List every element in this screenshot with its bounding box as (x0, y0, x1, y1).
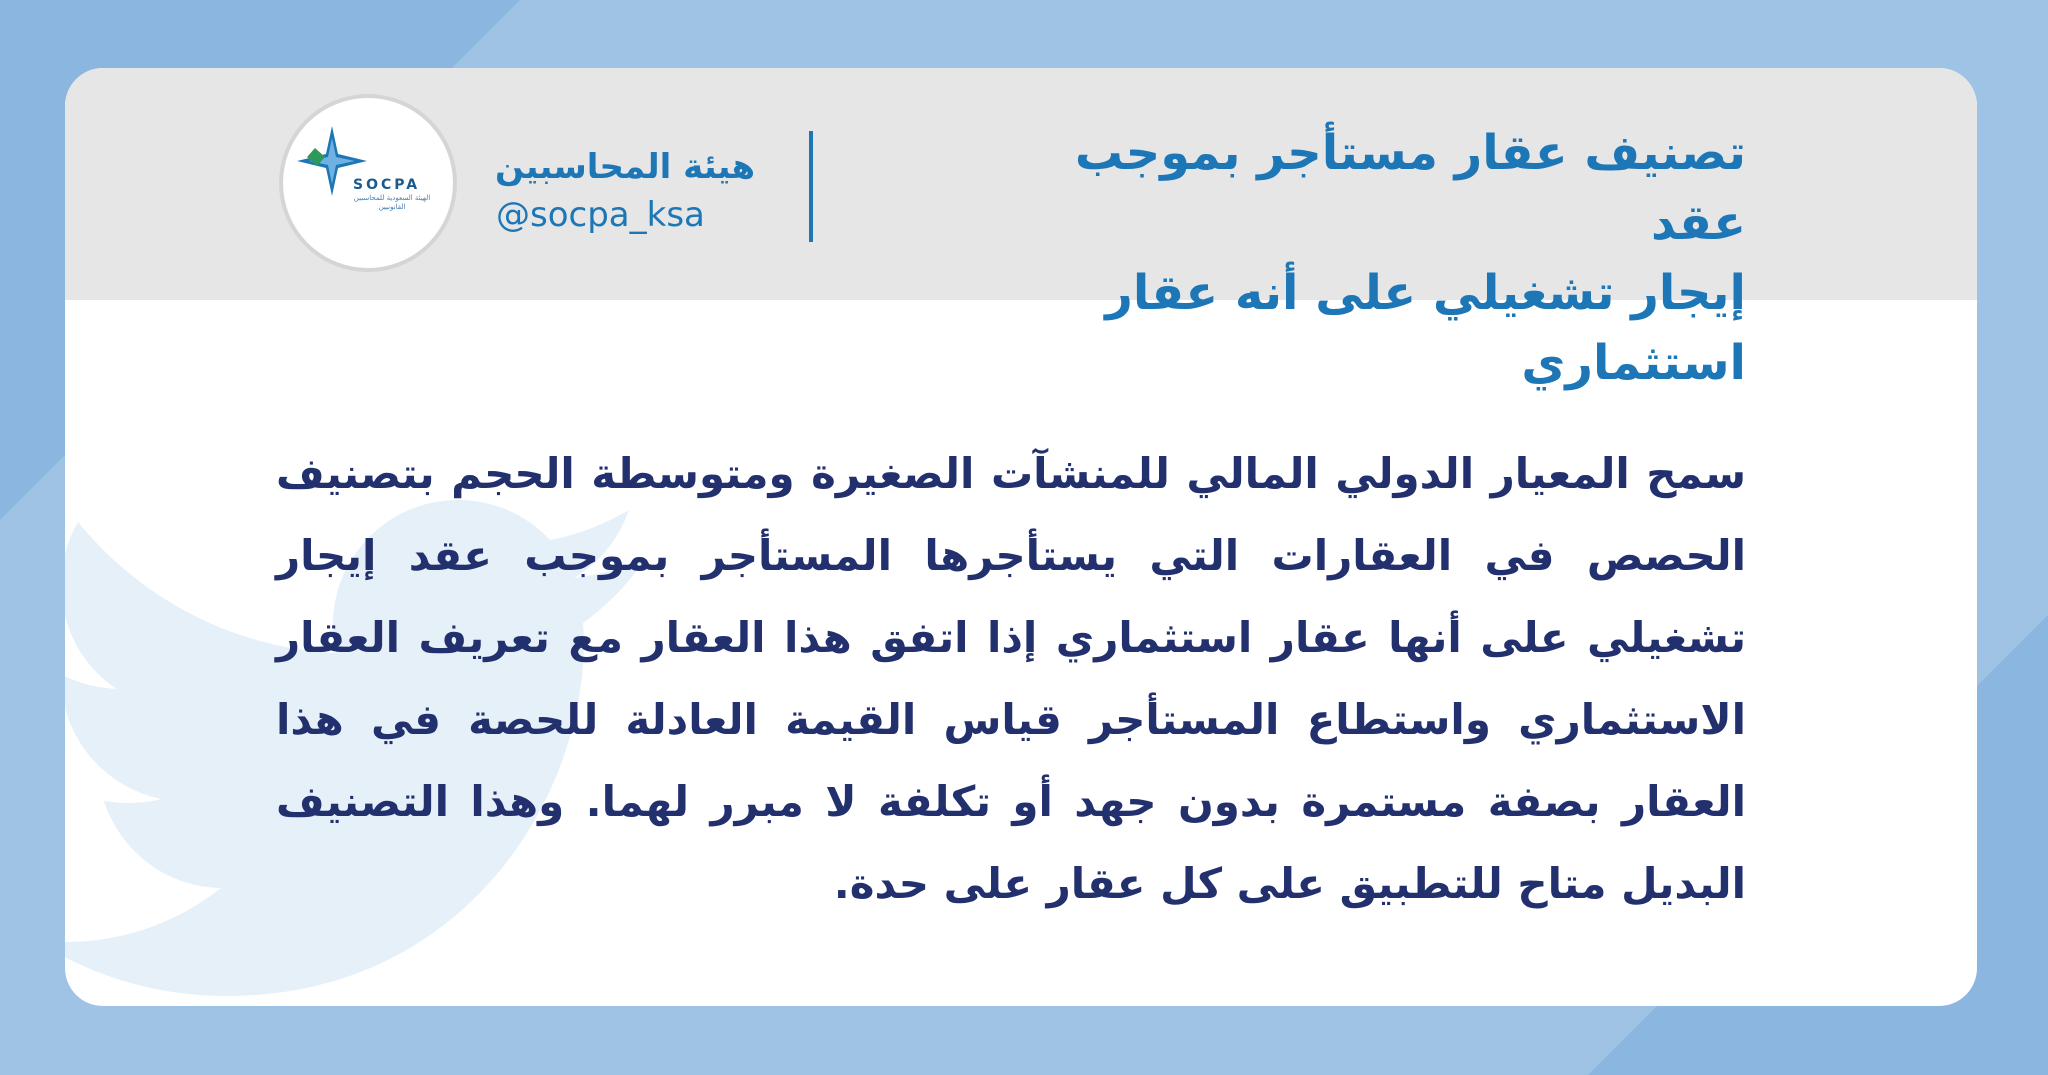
post-body: سمح المعيار الدولي المالي للمنشآت الصغيرة ومتوسطة الحجم بتصنيف الحصص في العقارات التي يستأجرها المستأجر بموجب عقد إيجار تشغيلي على أنها عقار استثماري إذا اتفق هذا العقار مع تعريف العقار الاستثماري واستطاع المستأجر قياس القيمة العادلة للحصة في هذا العقار بصفة مستمرة بدون جهد أو تكلفة لا مبرر لهما. وهذا التصنيف البديل متاح للتطبيق على كل عقار على حدة. (276, 449, 1746, 908)
logo-text: SOCPA (353, 177, 421, 193)
post-card (65, 68, 1977, 1006)
socpa-logo (279, 94, 457, 272)
post-title: تصنيف عقار مستأجر بموجب عقد إيجار تشغيلي على أنه عقار استثماري (1074, 125, 1746, 391)
twitter-handle: @socpa_ksa (496, 195, 705, 235)
logo-subtitle: الهيئة السعودية للمحاسبين القانونيين (353, 194, 431, 211)
organization-name: هيئة المحاسبين (495, 147, 756, 187)
header-divider (809, 131, 813, 242)
card-header (65, 68, 1977, 391)
